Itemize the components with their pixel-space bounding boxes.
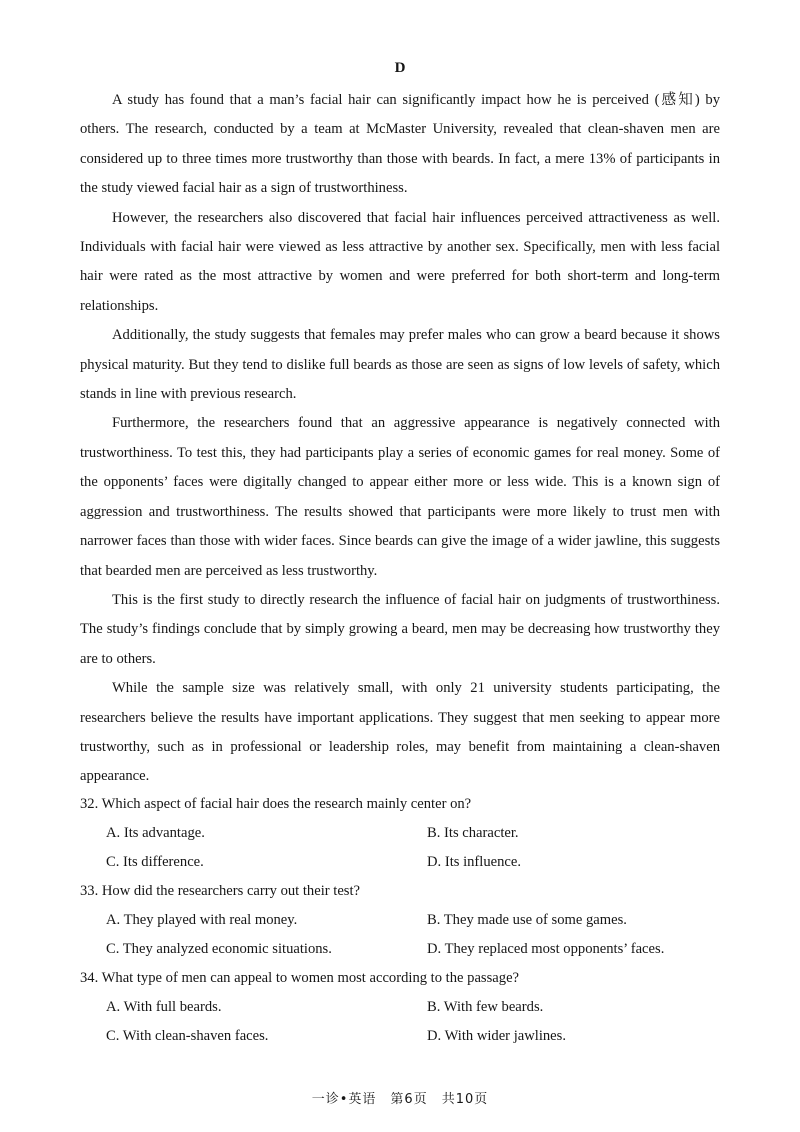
passage-paragraph-4: Furthermore, the researchers found that an aggressive appearance is negatively connected with trustworthiness. To test this, they had participants play a series of economic games for real money. Some of the opponents’ faces were digitally changed to appear either more or less wide. This is a known sign of aggression and trustworthiness. The results showed that participants were more likely to trust men with narrower faces than those with wider faces. Since beards can give the image of a wider jawline, this suggests that bearded men are perceived as less trustworthy. (80, 415, 720, 579)
question-33 (80, 877, 720, 964)
option-b: B. Its character. (427, 825, 519, 841)
option-c: C. Its difference. (106, 854, 204, 870)
question-stem: 33. How did the researchers carry out their test? (80, 883, 361, 899)
reading-passage (80, 86, 720, 792)
passage-paragraph-5: This is the first study to directly research the influence of facial hair on judgments of trustworthiness. The study’s findings conclude that by simply growing a beard, men may be decreasing how trustworthy they are to others. (80, 591, 720, 667)
section-title: D (394, 60, 406, 76)
option-a: A. With full beards. (106, 999, 222, 1015)
passage-paragraph-1: A study has found that a man’s facial hair can significantly impact how he is perceived (感知) by others. The research, conducted by a team at McMaster University, revealed that clean-shaven men are considered up to three times more trustworthy than those with beards. In fact, a mere 13% of participants in the study viewed facial hair as a sign of trustworthiness. (80, 92, 720, 197)
option-c: C. With clean-shaven faces. (106, 1028, 269, 1044)
option-d: D. With wider jawlines. (427, 1028, 566, 1044)
option-b: B. They made use of some games. (427, 912, 627, 928)
option-d: D. They replaced most opponents’ faces. (427, 941, 665, 957)
option-a: A. Its advantage. (106, 825, 205, 841)
passage-paragraph-2: However, the researchers also discovered that facial hair influences perceived attractiveness as well. Individuals with facial hair were viewed as less attractive by another sex. Specifically, men with less facial hair were rated as the most attractive by women and were preferred for both short-term and long-term relationships. (80, 209, 720, 314)
answer-options (80, 819, 720, 877)
passage-paragraph-3: Additionally, the study suggests that females may prefer males who can grow a beard because it shows physical maturity. But they tend to dislike full beards as those are seen as signs of low levels of safety, which stands in line with previous research. (80, 327, 720, 403)
answer-options (80, 906, 720, 964)
option-a: A. They played with real money. (106, 912, 298, 928)
question-32 (80, 790, 720, 877)
answer-options (80, 993, 720, 1051)
option-c: C. They analyzed economic situations. (106, 941, 332, 957)
question-stem: 32. Which aspect of facial hair does the research mainly center on? (80, 796, 472, 812)
option-d: D. Its influence. (427, 854, 522, 870)
question-34 (80, 964, 720, 1051)
question-list (80, 790, 720, 1051)
passage-paragraph-6: While the sample size was relatively small, with only 21 university students participating, the researchers believe the results have important applications. They suggest that men seeking to appear more trustworthy, such as in professional or leadership roles, may benefit from maintaining a clean-shaven appearance. (80, 680, 720, 785)
option-b: B. With few beards. (427, 999, 544, 1015)
page-footer: 一诊•英语 第6页 共10页 (311, 1092, 489, 1107)
question-stem: 34. What type of men can appeal to women most according to the passage? (80, 970, 520, 986)
